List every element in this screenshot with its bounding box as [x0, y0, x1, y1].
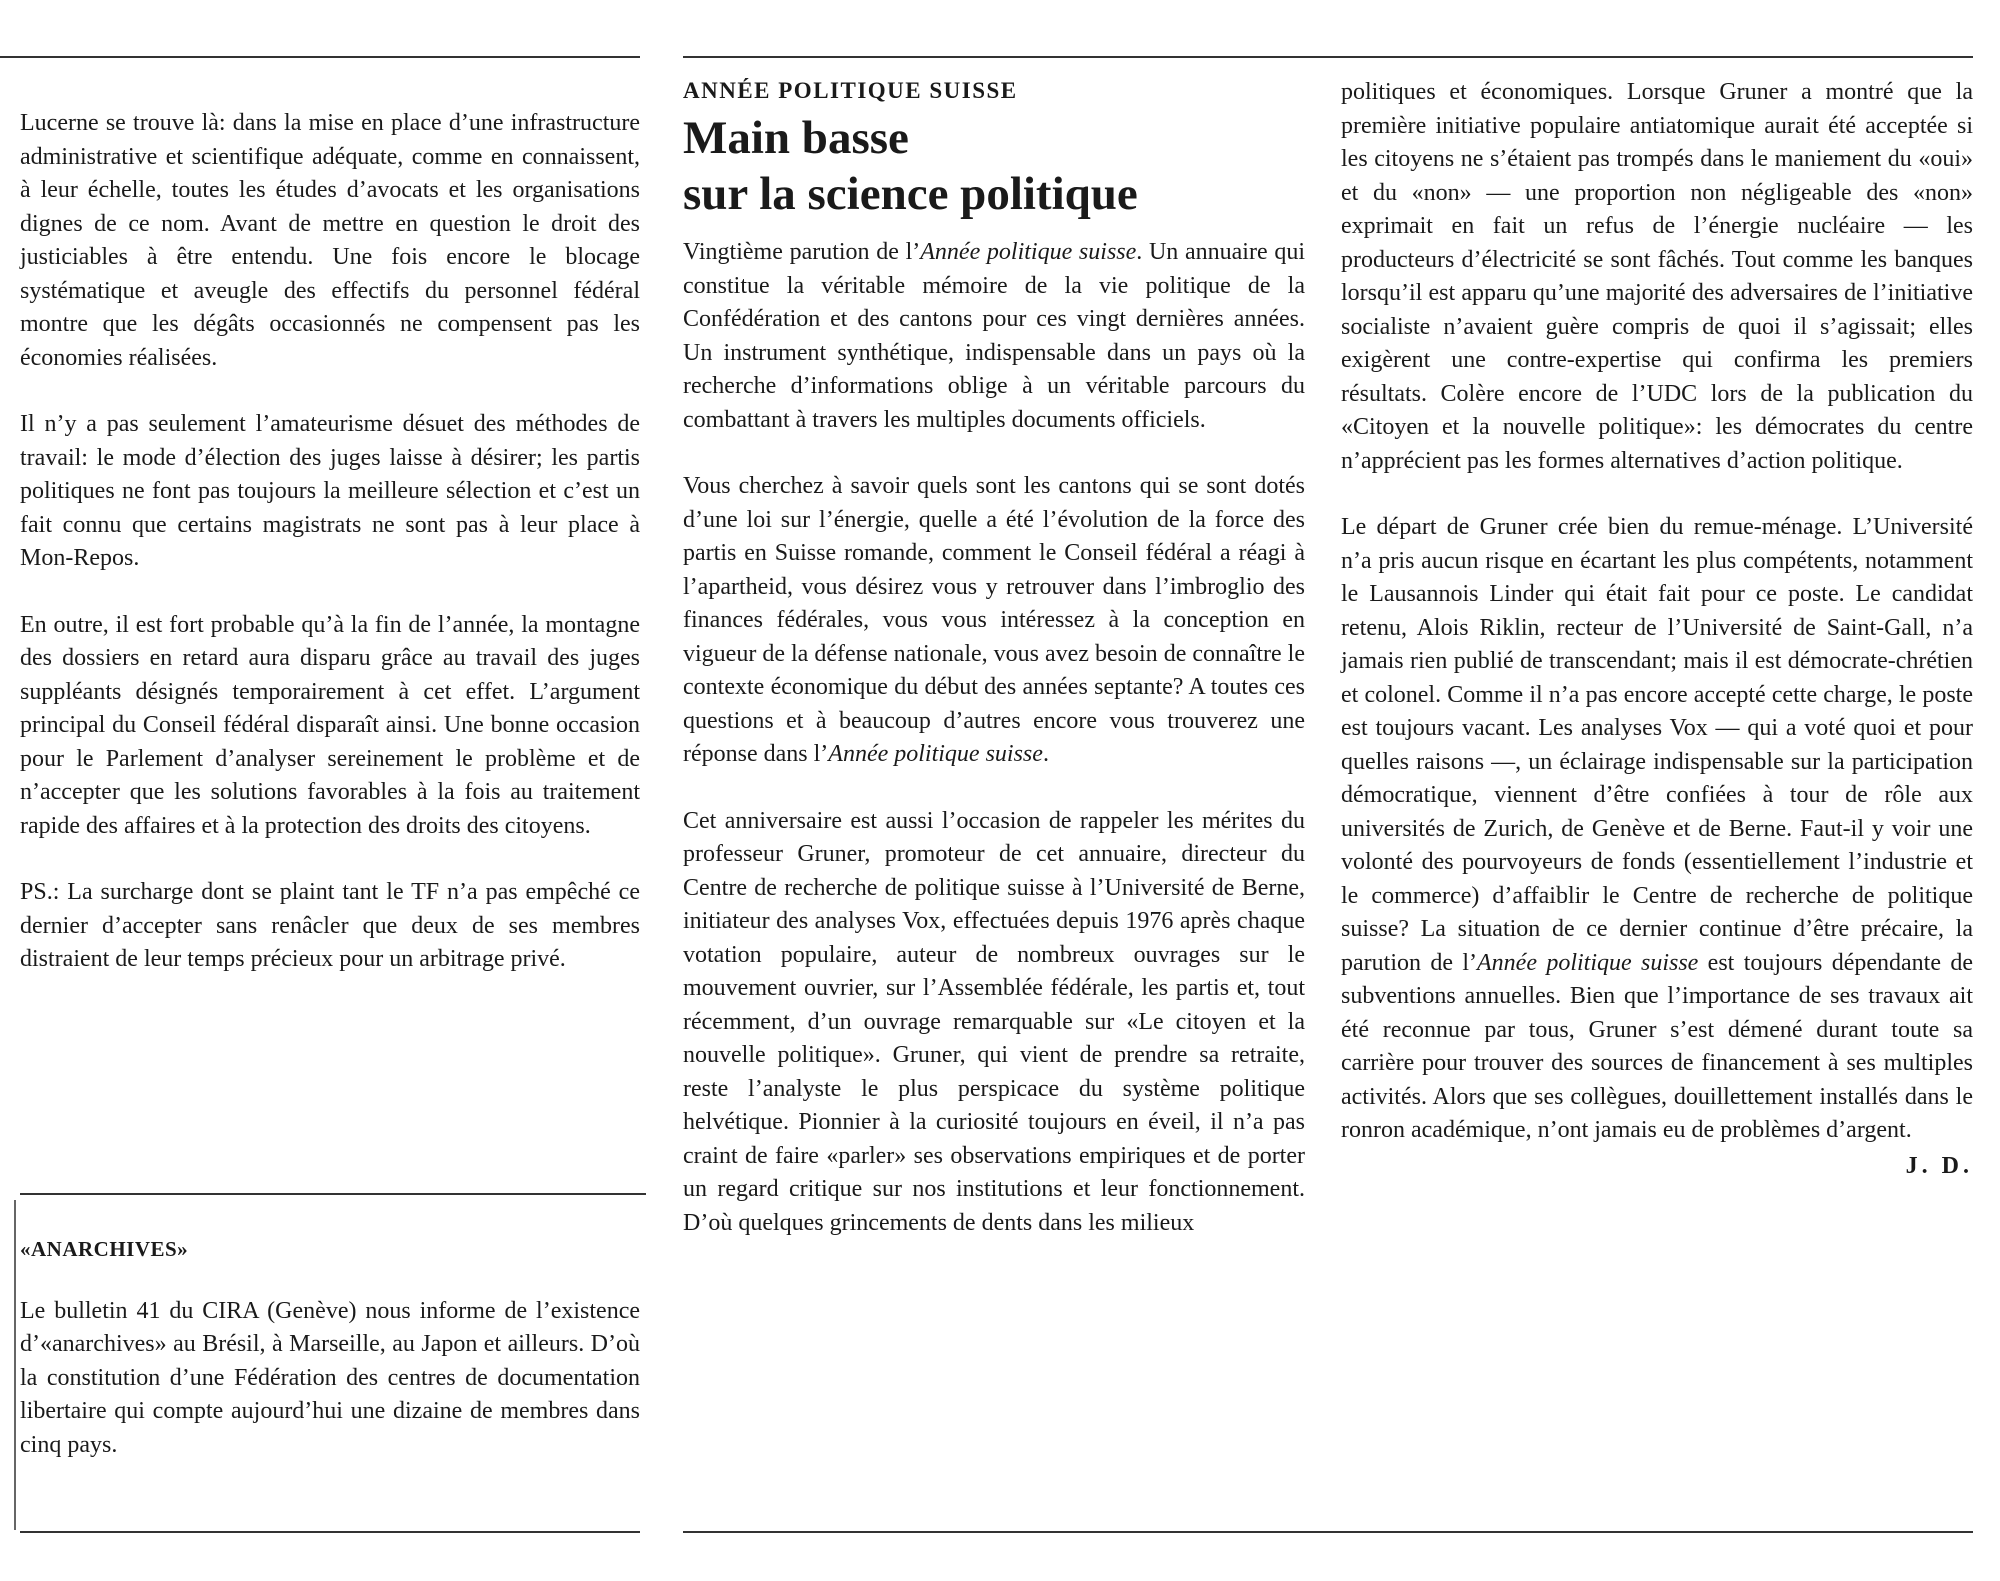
article-headline	[683, 110, 1305, 222]
left-margin-line	[14, 1200, 16, 1530]
top-rule-left	[0, 56, 640, 58]
publication-title: Année politique suisse	[920, 239, 1137, 265]
article-paragraph-1: Vingtième parution de l’Année politique suisse. Un annuaire qui constitue la véritable mémoire de la vie politique de la Confédération et des cantons pour ces vingt dernières années. Un instrument synthétique, indispensable dans un pays où la recherche d’informations oblige à un véritable parcours du combattant à travers les multiples documents officiels.	[683, 239, 1305, 433]
publication-title: Année politique suisse	[828, 741, 1043, 767]
left-paragraph-1: Lucerne se trouve là: dans la mise en place d’une infrastructure administrative et scientifique adéquate, comme en connaissent, à leur échelle, toutes les études d’avocats et les organisations dignes de ce nom. Avant de mettre en question le droit des justiciables à être entendu. Une fois encore le blocage systématique et aveugle des effectifs du personnel fédéral montre que les dégâts occasionnés ne compensent pas les économies réalisées.	[20, 110, 640, 371]
bottom-rule-right	[683, 1531, 1973, 1533]
bottom-rule-left	[20, 1531, 640, 1533]
publication-title: Année politique suisse	[1477, 949, 1699, 976]
left-paragraph-ps: PS.: La surcharge dont se plaint tant le TF n’a pas empêché ce dernier d’accepter sans renâcler que deux de ses membres distraient de leur temps précieux pour un arbitrage privé.	[20, 879, 640, 972]
article-paragraph-5: Le départ de Gruner crée bien du remue-ménage. L’Université n’a pris aucun risque en écartant les plus compétents, notamment le Lausannois Linder qui était fait pour ce poste. Le candidat retenu, Alois Riklin, recteur de l’Université de Saint-Gall, n’a jamais rien publié de transcendant; mais il est démocrate-chrétien et colonel. Comme il n’a pas encore accepté cette charge, le poste est toujours vacant. Les analyses Vox — qui a voté quoi et pour quelles raisons —, un éclairage indispensable sur la participation démocratique, viennent d’être confiées à tour de rôle aux universités de Zurich, de Genève et de Berne. Faut-il y voir une volonté des pourvoyeurs de fonds (essentiellement l’industrie et le commerce) d’affaiblir le Centre de recherche de politique suisse? La situation de ce dernier continue d’être précaire, la parution de l’Année politique suisse est toujours dépendante de subventions annuelles. Bien que l’importance de ses travaux ait été reconnue par tous, Gruner s’est démené durant toute sa carrière pour trouver des sources de financement à ses multiples activités. Alors que ses collègues, douillettement installés dans le ronron académique, n’ont jamais eu de problèmes d’argent.	[1341, 514, 1973, 1143]
anarchives-heading: «ANARCHIVES»	[20, 1237, 189, 1261]
anarchives-body: Le bulletin 41 du CIRA (Genève) nous informe de l’existence d’«anarchives» au Brésil, à Marseille, au Japon et ailleurs. D’où la constitution d’une Fédération des centres de documentation libertaire qui compte aujourd’hui une dizaine de membres dans cinq pays.	[20, 1297, 640, 1458]
left-paragraph-3: En outre, il est fort probable qu’à la fin de l’année, la montagne des dossiers en retard aura disparu grâce au travail des juges suppléants désignés temporairement à cet effet. L’argument principal du Conseil fédéral disparaît ainsi. Une bonne occasion pour le Parlement d’analyser sereinement le problème et de n’accepter que les solutions favorables à la fois au traitement rapide des affaires et à la protection des droits des citoyens.	[20, 611, 640, 839]
section-divider-rule	[20, 1193, 646, 1195]
article-middle-column	[683, 76, 1305, 1273]
article-paragraph-3: Cet anniversaire est aussi l’occasion de rappeler les mérites du professeur Gruner, promoteur de cet annuaire, directeur du Centre de recherche de politique suisse à l’Université de Berne, initiateur des analyses Vox, effectuées depuis 1976 après chaque votation populaire, auteur de nombreux ouvrages sur le mouvement ouvrier, sur l’Assemblée fédérale, les partis et, tout récemment, d’un ouvrage remarquable sur «Le citoyen et la nouvelle politique». Gruner, qui vient de prendre sa retraite, reste l’analyste le plus perspicace du système politique helvétique. Pionnier à la curiosité toujours en éveil, il n’a pas craint de faire «parler» ses observations empiriques et de porter un regard critique sur nos institutions et leur fonctionnement. D’où quelques grincements de dents dans les milieux	[683, 807, 1305, 1236]
headline-line-2: sur la science politique	[683, 168, 1138, 220]
anarchives-section	[20, 1233, 640, 1495]
top-rule-right	[683, 56, 1973, 58]
article-paragraph-4: politiques et économiques. Lorsque Gruner a montré que la première initiative populaire antiatomique aurait été acceptée si les citoyens ne s’étaient pas trompés dans le maniement du «oui» et du «non» — une proportion non négligeable des «non» exprimait en fait un refus de l’énergie nucléaire — les producteurs d’électricité se sont fâchés. Tout comme les banques lorsqu’il est apparu qu’une majorité des adversaires de l’initiative socialiste n’avaient guère compris de quoi il s’agissait; elles exigèrent une contre-expertise qui confirma les premiers résultats. Colère encore de l’UDC lors de la publication du «Citoyen et la nouvelle politique»: les démocrates du centre n’apprécient pas les formes alternatives d’action politique.	[1341, 79, 1973, 474]
left-paragraph-2: Il n’y a pas seulement l’amateurisme désuet des méthodes de travail: le mode d’élection des juges laisse à désirer; les partis politiques ne font pas toujours la meilleure sélection et c’est un fait connu que certains magistrats ne sont pas à leur place à Mon-Repos.	[20, 411, 640, 571]
article-paragraph-2: Vous cherchez à savoir quels sont les cantons qui se sont dotés d’une loi sur l’énergie, quelle a été l’évolution de la force des partis en Suisse romande, comment le Conseil fédéral a réagi à l’apartheid, vous désirez vous y retrouver dans l’imbroglio des finances fédérales, vous vous intéressez à la conception en vigueur de la défense nationale, vous avez besoin de connaître le contexte économique du début des années septante? A toutes ces questions et à beaucoup d’autres encore vous trouverez une réponse dans l’Année politique suisse.	[683, 473, 1305, 767]
headline-line-1: Main basse	[683, 112, 909, 164]
author-signature: J. D.	[1905, 1152, 1973, 1179]
article-kicker: ANNÉE POLITIQUE SUISSE	[683, 78, 1018, 103]
left-column	[20, 107, 640, 1010]
article-right-column	[1341, 76, 1973, 1183]
